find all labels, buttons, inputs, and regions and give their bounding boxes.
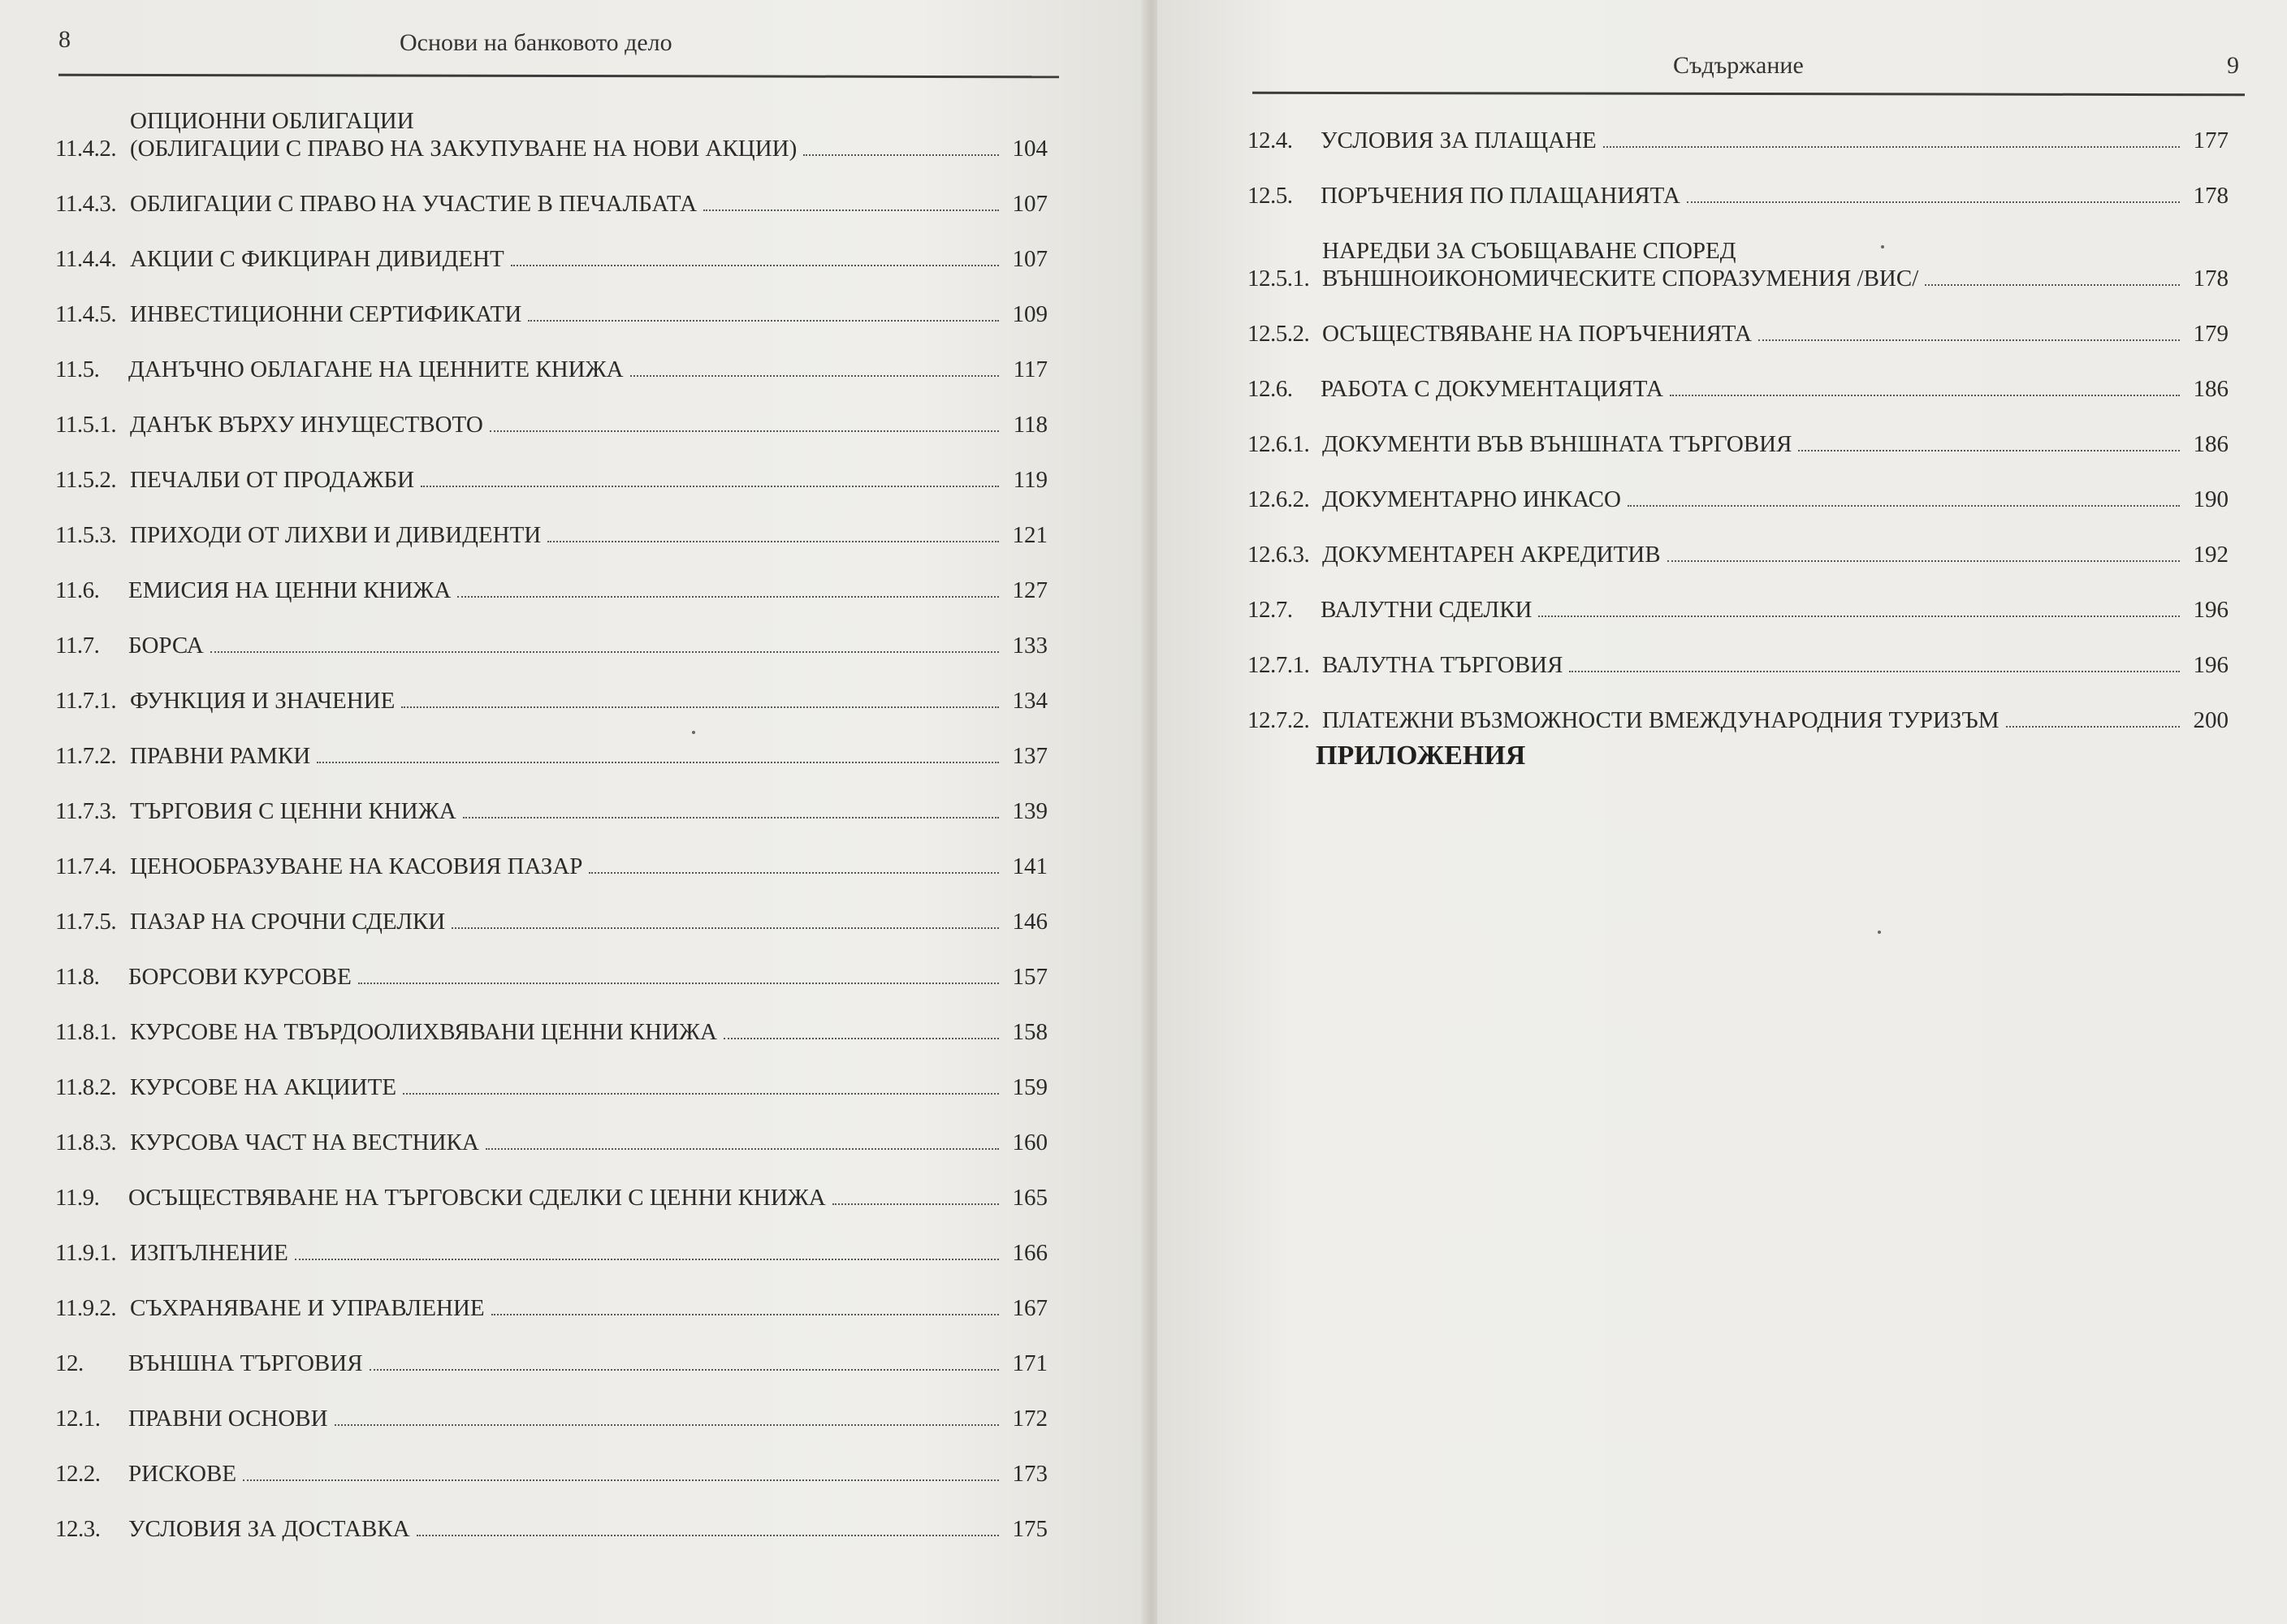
toc-dot-leader: [528, 320, 999, 322]
toc-entry-title-wrap: [130, 1073, 1005, 1101]
toc-entry: [55, 1101, 1048, 1156]
toc-entry-title-wrap: [130, 521, 1005, 549]
toc-entry-title-wrap: [1322, 706, 2186, 734]
toc-entry-number: 11.8.1.: [55, 1019, 117, 1045]
toc-entry-title: ДАНЪЧНО ОБЛАГАНЕ НА ЦЕННИТЕ КНИЖА: [128, 356, 624, 382]
toc-dot-leader: [358, 983, 999, 984]
toc-entry-number: 12.5.: [1247, 183, 1293, 209]
toc-dot-leader: [401, 706, 999, 708]
toc-dot-leader: [2006, 726, 2180, 728]
left-page-number: 8: [58, 26, 71, 53]
toc-entry-title: ДАНЪК ВЪРХУ ИНУЩЕСТВОТО: [130, 412, 483, 438]
toc-entry-title: РИСКОВЕ: [128, 1461, 237, 1487]
left-toc-list: [55, 80, 1048, 1543]
toc-dot-leader: [295, 1259, 999, 1260]
toc-dot-leader: [589, 872, 999, 874]
toc-entry-page: 178: [2193, 183, 2229, 209]
toc-entry-title-wrap: [130, 1239, 1005, 1267]
toc-entry-page: 119: [1013, 467, 1048, 493]
toc-entry-page: 200: [2193, 707, 2229, 733]
toc-entry-title: РАБОТА С ДОКУМЕНТАЦИЯТА: [1321, 376, 1663, 402]
toc-dot-leader: [547, 541, 999, 542]
toc-dot-leader: [243, 1479, 999, 1481]
toc-entry-page: 107: [1012, 191, 1048, 217]
toc-entry-title: ОПЦИОННИ ОБЛИГАЦИИ: [130, 108, 414, 134]
toc-entry-number: 11.4.4.: [55, 246, 117, 272]
toc-entry-number: 11.5.3.: [55, 522, 117, 548]
print-speck: [1878, 931, 1881, 934]
toc-entry-title: ФУНКЦИЯ И ЗНАЧЕНИЕ: [130, 688, 396, 714]
toc-entry: [55, 825, 1048, 880]
toc-entry-title-wrap: [1322, 651, 2186, 679]
toc-entry-title-wrap: [130, 853, 1005, 880]
toc-entry-title-wrap: [130, 300, 1005, 328]
toc-entry-title-wrap: [128, 1515, 1005, 1543]
toc-entry-title: ВАЛУТНИ СДЕЛКИ: [1321, 597, 1533, 623]
toc-entry-page: 186: [2193, 376, 2229, 402]
toc-entry-title-wrap: [1322, 541, 2186, 568]
toc-entry-title: УСЛОВИЯ ЗА ДОСТАВКА: [128, 1516, 410, 1542]
toc-entry-page: 192: [2193, 542, 2229, 568]
toc-dot-leader: [1569, 671, 2180, 672]
toc-entry-number: 12.6.1.: [1247, 431, 1310, 457]
toc-entry: [55, 715, 1048, 770]
toc-entry: [55, 218, 1048, 273]
toc-entry-title: КУРСОВА ЧАСТ НА ВЕСТНИКА: [130, 1129, 479, 1155]
toc-entry-page: 160: [1012, 1129, 1048, 1155]
right-toc-list: [1247, 99, 2229, 734]
toc-entry: [55, 1267, 1048, 1322]
toc-entry: [55, 328, 1048, 383]
toc-dot-leader: [210, 651, 999, 653]
toc-entry: [1247, 513, 2229, 568]
toc-entry-title-wrap: [128, 1184, 1005, 1212]
toc-entry: [1247, 209, 2229, 292]
toc-entry-number: 12.7.1.: [1247, 652, 1310, 678]
toc-entry: [55, 273, 1048, 328]
toc-entry: [55, 494, 1048, 549]
toc-entry-title-wrap: [128, 1460, 1005, 1488]
toc-entry: [55, 659, 1048, 715]
toc-entry-page: 196: [2193, 652, 2229, 678]
toc-entry-title: НАРЕДБИ ЗА СЪОБЩАВАНЕ СПОРЕД: [1322, 238, 1736, 264]
toc-dot-leader: [832, 1203, 999, 1205]
toc-entry-title: ОСЪЩЕСТВЯВАНЕ НА ПОРЪЧЕНИЯТА: [1322, 321, 1752, 347]
toc-entry-page: 175: [1012, 1516, 1048, 1542]
toc-entry-number: 11.7.4.: [55, 853, 117, 879]
toc-dot-leader: [1670, 395, 2180, 396]
toc-entry-title: УСЛОВИЯ ЗА ПЛАЩАНЕ: [1321, 127, 1597, 153]
toc-entry-title: СЪХРАНЯВАНЕ И УПРАВЛЕНИЕ: [130, 1295, 485, 1321]
toc-dot-leader: [1798, 450, 2180, 451]
toc-dot-leader: [370, 1369, 999, 1371]
toc-entry-page: 134: [1012, 688, 1048, 714]
toc-entry-number: 12.1.: [55, 1406, 101, 1432]
toc-dot-leader: [1603, 146, 2180, 148]
toc-entry-title: ИНВЕСТИЦИОННИ СЕРТИФИКАТИ: [130, 301, 522, 327]
toc-dot-leader: [1925, 284, 2180, 286]
toc-entry-title-wrap: [128, 356, 1005, 383]
toc-entry-title: ОБЛИГАЦИИ С ПРАВО НА УЧАСТИЕ В ПЕЧАЛБАТА: [130, 191, 698, 217]
toc-dot-leader: [1628, 505, 2180, 507]
toc-entry: [1247, 624, 2229, 679]
toc-entry-title: ПРАВНИ РАМКИ: [130, 743, 311, 769]
toc-dot-leader: [1687, 201, 2180, 203]
right-page-number: 9: [2227, 52, 2239, 79]
toc-dot-leader: [417, 1535, 999, 1536]
toc-entry-number: 11.7.1.: [55, 688, 117, 714]
toc-entry-title: КУРСОВЕ НА АКЦИИТЕ: [130, 1074, 397, 1100]
toc-entry: [55, 1377, 1048, 1432]
toc-entry-number: 11.8.3.: [55, 1129, 117, 1155]
toc-entry-page: 166: [1012, 1240, 1048, 1266]
toc-entry-page: 165: [1012, 1185, 1048, 1211]
toc-entry-title-wrap: [130, 908, 1005, 935]
toc-entry-title: ЦЕНООБРАЗУВАНЕ НА КАСОВИЯ ПАЗАР: [130, 853, 583, 879]
print-speck: [692, 731, 695, 734]
toc-entry-title: ПЛАТЕЖНИ ВЪЗМОЖНОСТИ ВМЕЖДУНАРОДНИЯ ТУРИЗЪМ: [1322, 707, 2000, 733]
toc-entry-page: 158: [1012, 1019, 1048, 1045]
toc-dot-leader: [457, 596, 999, 598]
toc-entry-number: 12.7.2.: [1247, 707, 1310, 733]
toc-dot-leader: [1758, 339, 2180, 341]
toc-entry-number: 11.5.2.: [55, 467, 117, 493]
toc-dot-leader: [463, 817, 999, 818]
toc-entry-page: 172: [1012, 1406, 1048, 1432]
toc-entry-title-lines: [130, 107, 797, 162]
toc-entry-number: 12.4.: [1247, 127, 1293, 153]
toc-entry-number: 11.8.2.: [55, 1074, 117, 1100]
toc-entry-number: 11.4.3.: [55, 191, 117, 217]
toc-entry-number: 11.6.: [55, 577, 100, 603]
toc-entry-title-wrap: [130, 797, 1005, 825]
toc-entry-title-wrap: [128, 632, 1005, 659]
toc-entry-title: ТЪРГОВИЯ С ЦЕННИ КНИЖА: [130, 798, 456, 824]
toc-dot-leader: [490, 430, 999, 432]
toc-entry-title-wrap: [1322, 320, 2186, 348]
toc-entry-title: ОСЪЩЕСТВЯВАНЕ НА ТЪРГОВСКИ СДЕЛКИ С ЦЕННИ КНИЖА: [128, 1185, 826, 1211]
toc-entry-page: 104: [1012, 136, 1048, 162]
toc-entry-title-wrap: [1321, 596, 2186, 624]
toc-entry-title: ИЗПЪЛНЕНИЕ: [130, 1240, 288, 1266]
toc-entry-page: 127: [1012, 577, 1048, 603]
toc-entry-number: 11.5.1.: [55, 412, 117, 438]
toc-entry-number: 12.6.: [1247, 376, 1293, 402]
toc-entry-page: 159: [1012, 1074, 1048, 1100]
right-running-title: Съдържание: [1673, 52, 1804, 79]
print-speck: [1881, 245, 1884, 248]
toc-entry-page: 179: [2193, 321, 2229, 347]
toc-dot-leader: [403, 1093, 999, 1095]
toc-dot-leader: [452, 927, 999, 929]
toc-entry-title-wrap: [130, 245, 1005, 273]
toc-entry-number: 11.7.3.: [55, 798, 117, 824]
toc-entry-number: 12.6.2.: [1247, 486, 1310, 512]
toc-entry: [1247, 568, 2229, 624]
toc-entry-title: ДОКУМЕНТИ ВЪВ ВЪНШНАТА ТЪРГОВИЯ: [1322, 431, 1792, 457]
toc-entry: [55, 880, 1048, 935]
toc-entry-title-wrap: [130, 1129, 1005, 1156]
toc-entry-number: 11.4.5.: [55, 301, 117, 327]
toc-dot-leader: [491, 1314, 999, 1315]
toc-dot-leader: [335, 1424, 999, 1426]
toc-entry: [55, 1432, 1048, 1488]
toc-entry-number: 11.9.1.: [55, 1240, 117, 1266]
toc-entry-title: ВЪНШНА ТЪРГОВИЯ: [128, 1350, 363, 1376]
toc-entry-title-wrap: [130, 1018, 1005, 1046]
toc-entry-page: 117: [1013, 356, 1048, 382]
toc-entry-title: БОРСА: [128, 633, 204, 659]
toc-dot-leader: [1667, 560, 2180, 562]
toc-dot-leader: [511, 265, 999, 266]
toc-entry: [1247, 458, 2229, 513]
toc-entry-number: 12.5.2.: [1247, 321, 1310, 347]
toc-entry-page: 177: [2193, 127, 2229, 153]
toc-entry-title-wrap: [130, 687, 1005, 715]
toc-entry: [55, 438, 1048, 494]
toc-entry: [55, 549, 1048, 604]
toc-entry-page: 178: [2193, 266, 2229, 292]
toc-entry: [55, 770, 1048, 825]
toc-entry-page: 186: [2193, 431, 2229, 457]
toc-entry-title-lines: [1322, 237, 1918, 292]
toc-entry-title-wrap: [128, 577, 1005, 604]
toc-entry-title-wrap: [1321, 127, 2186, 154]
toc-entry: [55, 80, 1048, 162]
toc-entry-title-wrap: [1322, 486, 2186, 513]
toc-entry-title: ПОРЪЧЕНИЯ ПО ПЛАЩАНИЯТА: [1321, 183, 1680, 209]
toc-entry-number: 11.7.5.: [55, 909, 117, 935]
toc-entry-title-wrap: [1322, 237, 2186, 292]
toc-entry-title-continued: ВЪНШНОИКОНОМИЧЕСКИТЕ СПОРАЗУМЕНИЯ /ВИС/: [1322, 266, 1919, 292]
toc-entry-title: ДОКУМЕНТАРНО ИНКАСО: [1322, 486, 1621, 512]
toc-entry: [1247, 348, 2229, 403]
toc-dot-leader: [630, 375, 999, 377]
toc-entry-number: 11.5.: [55, 356, 100, 382]
toc-entry-number: 11.9.: [55, 1185, 100, 1211]
toc-entry: [55, 383, 1048, 438]
toc-dot-leader: [1538, 615, 2180, 617]
toc-entry-title: КУРСОВЕ НА ТВЪРДООЛИХВЯВАНИ ЦЕННИ КНИЖА: [130, 1019, 717, 1045]
toc-entry-page: 173: [1012, 1461, 1048, 1487]
toc-entry-number: 12.: [55, 1350, 84, 1376]
toc-entry-title: ПАЗАР НА СРОЧНИ СДЕЛКИ: [130, 909, 446, 935]
toc-entry-title-wrap: [128, 1350, 1005, 1377]
toc-entry-number: 11.9.2.: [55, 1295, 117, 1321]
left-running-title: Основи на банковото дело: [400, 29, 672, 56]
toc-entry: [1247, 679, 2229, 734]
toc-entry-title-wrap: [1321, 375, 2186, 403]
toc-entry-number: 11.7.2.: [55, 743, 117, 769]
toc-entry-title: ПРИХОДИ ОТ ЛИХВИ И ДИВИДЕНТИ: [130, 522, 542, 548]
toc-entry-number: 11.4.2.: [55, 136, 117, 162]
toc-entry-number: 12.6.3.: [1247, 542, 1310, 568]
toc-entry-title: ЕМИСИЯ НА ЦЕННИ КНИЖА: [128, 577, 452, 603]
toc-entry-title-wrap: [1322, 430, 2186, 458]
toc-entry-page: 171: [1012, 1350, 1048, 1376]
toc-entry-title-continued: (ОБЛИГАЦИИ С ПРАВО НА ЗАКУПУВАНЕ НА НОВИ АКЦИИ): [130, 136, 798, 162]
toc-entry-page: 146: [1012, 909, 1048, 935]
toc-entry: [1247, 154, 2229, 209]
toc-entry-page: 196: [2193, 597, 2229, 623]
toc-entry-title-wrap: [130, 1294, 1005, 1322]
toc-entry-page: 167: [1012, 1295, 1048, 1321]
toc-entry: [1247, 99, 2229, 154]
toc-entry-page: 109: [1012, 301, 1048, 327]
toc-dot-leader: [486, 1148, 999, 1150]
toc-entry: [55, 1488, 1048, 1543]
toc-entry-page: 137: [1012, 743, 1048, 769]
toc-dot-leader: [421, 486, 999, 487]
toc-entry-page: 107: [1012, 246, 1048, 272]
toc-entry-page: 141: [1012, 853, 1048, 879]
toc-entry-number: 11.8.: [55, 964, 100, 990]
toc-entry-number: 11.7.: [55, 633, 100, 659]
toc-entry-page: 133: [1012, 633, 1048, 659]
toc-dot-leader: [317, 762, 999, 763]
toc-entry-title-wrap: [130, 107, 1005, 162]
toc-entry-title: АКЦИИ С ФИКЦИРАН ДИВИДЕНТ: [130, 246, 504, 272]
toc-entry-title: ВАЛУТНА ТЪРГОВИЯ: [1322, 652, 1563, 678]
toc-dot-leader: [803, 154, 999, 156]
toc-entry: [1247, 403, 2229, 458]
appendix-heading: ПРИЛОЖЕНИЯ: [1316, 741, 1526, 771]
toc-entry-title-wrap: [128, 963, 1005, 991]
toc-entry-title-wrap: [130, 190, 1005, 218]
toc-entry-page: 139: [1012, 798, 1048, 824]
toc-entry: [55, 1156, 1048, 1212]
toc-entry: [55, 1046, 1048, 1101]
toc-entry-title-wrap: [130, 742, 1005, 770]
toc-entry-title-wrap: [130, 411, 1005, 438]
toc-entry: [55, 162, 1048, 218]
toc-entry-title: ДОКУМЕНТАРЕН АКРЕДИТИВ: [1322, 542, 1661, 568]
toc-entry: [55, 604, 1048, 659]
toc-entry-number: 12.7.: [1247, 597, 1293, 623]
toc-dot-leader: [724, 1038, 999, 1039]
toc-entry: [55, 935, 1048, 991]
toc-entry-number: 12.3.: [55, 1516, 101, 1542]
toc-entry-title: БОРСОВИ КУРСОВЕ: [128, 964, 352, 990]
toc-entry: [1247, 292, 2229, 348]
toc-entry-page: 190: [2193, 486, 2229, 512]
toc-entry-page: 157: [1012, 964, 1048, 990]
toc-entry: [55, 1212, 1048, 1267]
toc-entry-title: ПРАВНИ ОСНОВИ: [128, 1406, 328, 1432]
toc-dot-leader: [703, 209, 999, 211]
toc-entry-page: 121: [1012, 522, 1048, 548]
toc-entry-number: 12.2.: [55, 1461, 101, 1487]
toc-entry-page: 118: [1013, 412, 1048, 438]
toc-entry-title: ПЕЧАЛБИ ОТ ПРОДАЖБИ: [130, 467, 415, 493]
toc-entry: [55, 991, 1048, 1046]
toc-entry: [55, 1322, 1048, 1377]
toc-entry-title-wrap: [128, 1405, 1005, 1432]
toc-entry-number: 12.5.1.: [1247, 266, 1310, 292]
toc-entry-title-wrap: [1321, 182, 2186, 209]
toc-entry-title-wrap: [130, 466, 1005, 494]
